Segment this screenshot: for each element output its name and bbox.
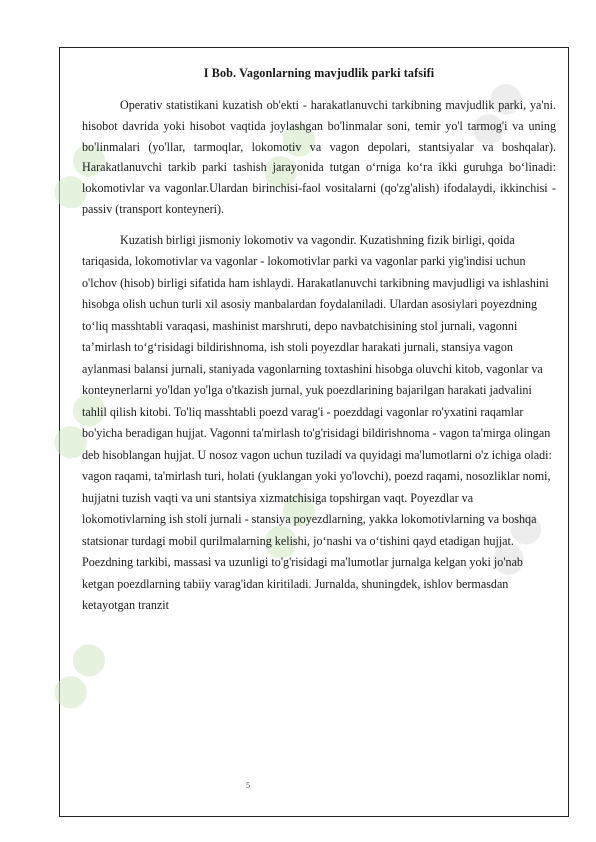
watermark-logo: ●● [457,71,533,155]
page-number: 5 [246,781,250,790]
chapter-title: I Bob. Vagonlarning mavjudlik parki tafsifi [203,66,435,80]
watermark-logo: ●● [37,130,117,219]
watermark-logo: ●● [37,380,117,469]
watermark-logo: ●● [247,480,327,569]
watermark-logo: ●● [247,110,327,199]
watermark-logo: ●● [37,630,117,719]
paragraph-2: Kuzatish birligi jismoniy lokomotiv va vagondir. Kuzatishning fizik birligi, qoida tariqasida, lokomotivlar va vagonlar - lokomotivlar parki va vagonlar parki yig'indisi uchun o'lchov (hisob) birligi sifatida ham ishlaydi. Harakatlanuvchi tarkibning mavjudligi va ishlashini hisobga olish uchun turli xil asosiy manbalardan foydalaniladi. Ulardan asosiylari poyezdning to‘liq masshtabli varaqasi, mashinist marshruti, depo navbatchisining stol jurnali, vagonni ta’mirlash to‘g‘risidagi bildirishnoma, ish stoli poyezdlar harakati jurnali, stansiya vagon aylanmasi balansi jurnali, staniyada vagonlarning toxtashini hisobga oluvchi kitob, vagonlar va konteynerlarni yo'ldan yo'lga o'tkazish jurnal, yuk poezdlarining bajarilgan harakati jadvalini tahlil qilish kitobi. To'liq masshtabli poezd varag'i - poezddagi vagonlar ro'yxatini raqamlar bo'yicha beradigan hujjat. Vagonni ta'mirlash to'g'risidagi bildirishnoma - vagon ta'mirga olingan deb hisoblangan hujjat. U nosoz vagon uchun tuziladi va quyidagi ma'lumotlarni o'z ichiga oladi: vagon raqami, ta'mirlash turi, holati (yuklangan yoki yo'lovchi), poezd raqami, nosozliklar nomi, hujjatni tuzish vaqti va uni stantsiya xizmatchisiga topshirgan vaqt. Poyezdlar va lokomotivlarning ish stoli jurnali - stansiya poyezdlarning, yakka lokomotivlarning va boshqa statsionar turdagi mobil qurilmalarning kelishi, jo‘nashi va o‘tishini qayd etadigan hujjat. Poezdning tarkibi, massasi va uzunligi to'g'risidagi ma'lumotlar jurnalga kelgan yoki jo'nab ketgan poezdlarning tabiiy varag'idan kiritiladi. Jurnalda, shuningdek, ishlov bermasdan ketayotgan tranzit [82,232,552,613]
watermark-logo: ●● [477,501,553,585]
paragraph-1: Operativ statistikani kuzatish ob'ekti - harakatlanuvchi tarkibning mavjudlik parki, ya'ni. hisobot davrida yoki hisobot vaqtida joylashgan bo'linmalar soni, temir yo'l tarmog'i va uning bo'linmalari (yo'llar, tarmoqlar, lokomotiv va vagon depolari, stantsiyalar va boshqalar). Harakatlanuvchi tarkib parki tashish jarayonida tutgan o‘rniga ko‘ra ikki guruhga bo‘linadi: lokomotivlar va vagonlar.Ulardan birinchisi-faol vositalarni (qo'zg'alish) ifodalaydi, ikkinchisi - passiv (transport konteyneri). [82,98,556,216]
document-body [82,66,556,617]
